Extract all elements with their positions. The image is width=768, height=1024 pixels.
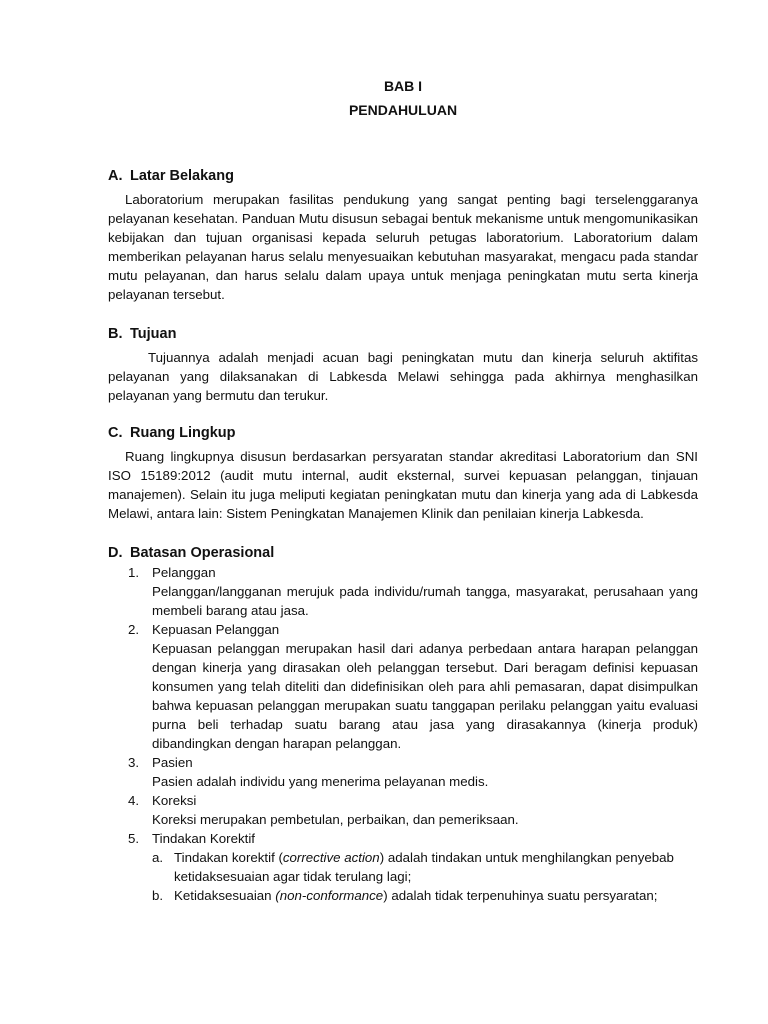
list-item <box>108 753 698 791</box>
list-item-desc: Pelanggan/langganan merujuk pada individu/rumah tangga, masyarakat, perusahaan yang membeli barang atau jasa. <box>152 584 698 618</box>
sub-list-item <box>152 848 698 886</box>
section-title: Latar Belakang <box>130 168 234 184</box>
section-heading <box>108 166 698 186</box>
list-item-desc: Pasien adalah individu yang menerima pelayanan medis. <box>152 774 489 789</box>
section-body: Laboratorium merupakan fasilitas pendukung yang sangat penting bagi terselenggaranya pelayanan kesehatan. Panduan Mutu disusun sebagai bentuk mekanisme untuk mengomunikasikan kebijakan dan tujuan organisasi kepada seluruh petugas laboratorium. Laboratorium dalam memberikan pelayanan harus selalu menyesuaikan kebutuhan masyarakat, mengacu pada standar mutu pelayanan, dan harus selalu dalam upaya untuk menjaga peningkatan mutu serta kinerja pelayanan tersebut. <box>108 192 698 302</box>
sub-list-letter: b. <box>152 888 164 903</box>
section-tujuan <box>108 324 698 405</box>
section-title: Tujuan <box>130 326 177 342</box>
list-item-desc: Kepuasan pelanggan merupakan hasil dari adanya perbedaan antara harapan pelanggan dengan kinerja yang dirasakan oleh pelanggan tersebut. Dari beragam definisi kepuasan konsumen yang telah diteliti dan didefinisikan oleh para ahli pemasaran, dapat disimpulkan bahwa kepuasan pelanggan merupakan suatu tanggapan perilaku pelanggan yaitu evaluasi purna beli terhadap suatu barang atau jasa yang dirasakannya (kinerja produk) dibandingkan dengan harapan pelanggan. <box>152 641 698 751</box>
section-letter: A. <box>108 168 123 184</box>
section-body: Tujuannya adalah menjadi acuan bagi peningkatan mutu dan kinerja seluruh aktifitas pelayanan yang dilaksanakan di Labkesda Melawi sehingga pada akhirnya menghasilkan pelayanan yang bermutu dan terukur. <box>108 350 698 403</box>
list-item-desc: Koreksi merupakan pembetulan, perbaikan, dan pemeriksaan. <box>152 812 519 827</box>
section-ruang-lingkup <box>108 423 698 523</box>
section-heading <box>108 543 698 563</box>
section-letter: C. <box>108 425 123 441</box>
chapter-number: BAB I <box>383 78 423 94</box>
section-title: Ruang Lingkup <box>130 425 236 441</box>
list-item <box>108 563 698 620</box>
sub-list-letter: a. <box>152 850 164 865</box>
list-item-title: Koreksi <box>152 793 197 808</box>
section-body: Ruang lingkupnya disusun berdasarkan persyaratan standar akreditasi Laboratorium dan SNI ISO 15189:2012 (audit mutu internal, audit eksternal, survei kepuasan pelanggan, tinjauan manajemen). Selain itu juga meliputi kegiatan peningkatan mutu dan kinerja yang ada di Labkesda Melawi, antara lain: Sistem Peningkatan Manajemen Klinik dan penilaian kinerja Labkesda. <box>108 449 698 521</box>
list-item-title: Pelanggan <box>152 565 216 580</box>
sub-list <box>152 848 698 905</box>
section-heading <box>108 324 698 344</box>
list-number: 4. <box>128 793 140 808</box>
list-item <box>108 791 698 829</box>
list-item-title: Pasien <box>152 755 193 770</box>
sub-list-item <box>152 886 698 905</box>
section-latar-belakang <box>108 166 698 304</box>
section-title: Batasan Operasional <box>130 545 275 561</box>
list-number: 2. <box>128 622 140 637</box>
sub-text-pre: Tindakan korektif ( <box>174 850 283 865</box>
section-batasan-operasional <box>108 543 698 905</box>
list-item-title: Kepuasan Pelanggan <box>152 622 280 637</box>
list-number: 3. <box>128 755 140 770</box>
sub-text-em: (non-conformance <box>275 888 384 903</box>
list-item-title: Tindakan Korektif <box>152 831 255 846</box>
list-number: 1. <box>128 565 140 580</box>
section-letter: D. <box>108 545 123 561</box>
sub-text-pre: Ketidaksesuaian <box>174 888 276 903</box>
sub-text-em: corrective action <box>282 850 380 865</box>
chapter-title: PENDAHULUAN <box>348 102 458 118</box>
section-heading <box>108 423 698 443</box>
definition-list <box>108 563 698 905</box>
sub-text-post: ) adalah tidak terpenuhinya suatu persyaratan; <box>383 888 658 903</box>
list-number: 5. <box>128 831 140 846</box>
list-item <box>108 829 698 905</box>
sub-text-post: ) adalah tindakan untuk menghilangkan penyebab ketidaksesuaian agar tidak terulang lagi; <box>174 850 674 884</box>
section-letter: B. <box>108 326 123 342</box>
list-item <box>108 620 698 753</box>
